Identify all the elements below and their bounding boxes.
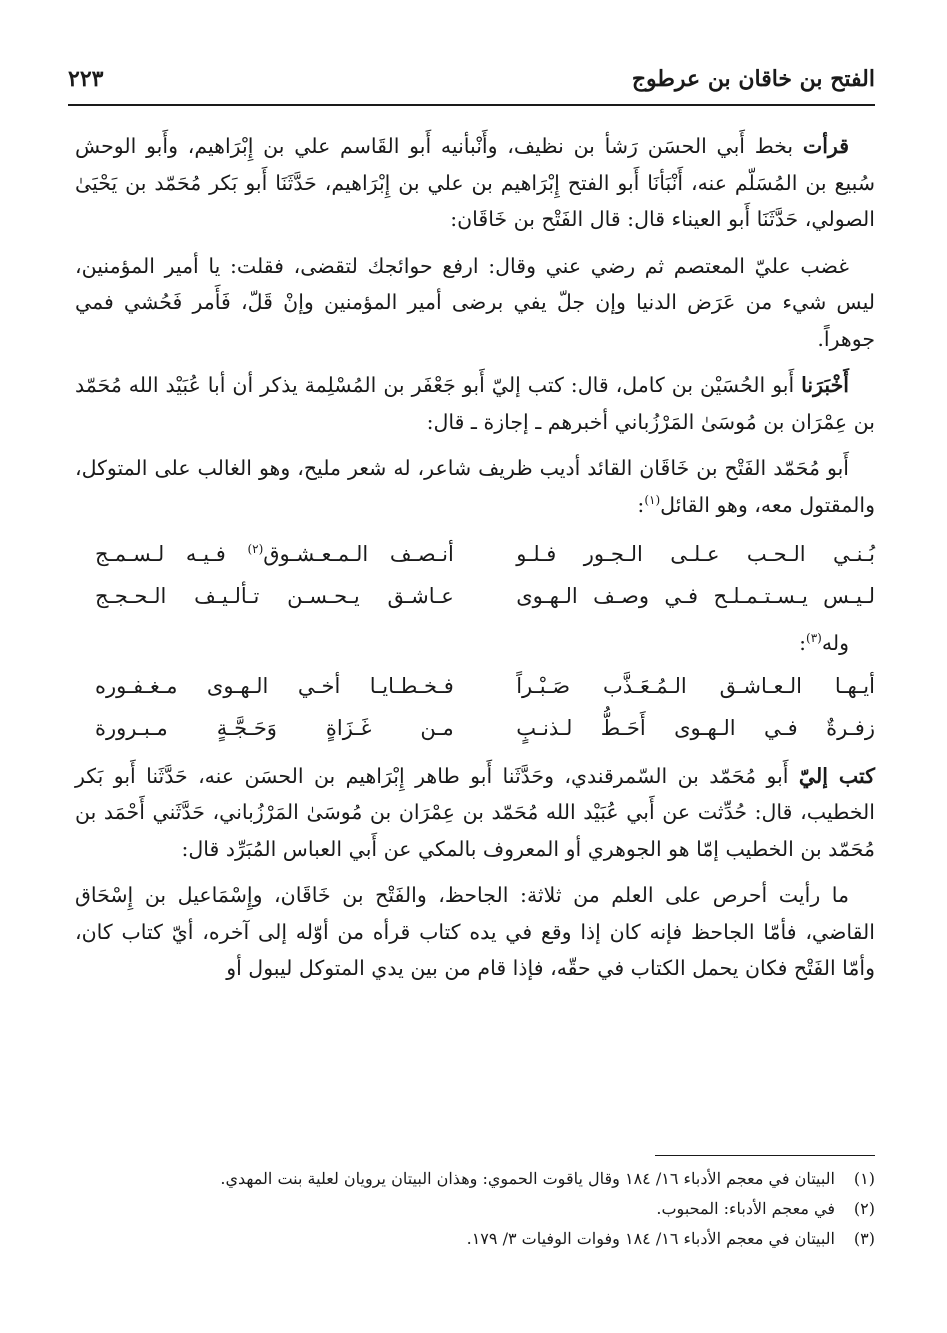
footnote-number: (٣) (853, 1229, 875, 1248)
hemistich-text: أنـصـف الـمـعـشـوق (263, 541, 454, 566)
footnote-item (75, 1224, 875, 1254)
footnote-ref[interactable]: (٣) (806, 631, 822, 645)
verse-line (95, 533, 875, 575)
footnote-item (75, 1194, 875, 1224)
intro-text: وله (821, 631, 849, 655)
verse-second-hemistich: عـاشـق يـحـسـن تـألـيـف الـحـجـج (95, 583, 454, 608)
verse-second-hemistich: مـن غَـزَاةٍ وَحَـجَّـةٍ مـبـرورة (95, 716, 454, 741)
paragraph-text: ما رأيت أحرص على العلم من ثلاثة: الجاحظ، والفَتْح بن خَاقَان، وإِسْمَاعيل بن إِسْحَاق القاضي، فأمّا الجاحظ فإنه كان إذا وقع في يده كتاب قرأه من أوّله إلى آخره، أيّ كتاب كان، وأمّا الفَتْح فكان يحمل الكتاب في حقّه، فإذا قام من بين يدي المتوكل ليبول أو (75, 883, 875, 980)
paragraph-tail: : (637, 492, 645, 517)
verse-first-hemistich: أيـهـا الـعـاشـق الـمُـعَـذَّب صَـبْـراً (516, 674, 875, 699)
paragraph-text: غضب عليّ المعتصم ثم رضي عني وقال: ارفع حوائجك لتقضى، فقلت: يا أمير المؤمنين، ليس شيء من عَرَض الدنيا وإن جلّ يفي برضى أمير المؤمنين وإنْ قَلّ، فَأَمر فَحُشي فمي جوهراً. (75, 253, 875, 351)
verse-second-hemistich (95, 536, 454, 573)
paragraph-text: بخط أَبي الحسَن رَشأ بن نظيف، وأَنْبأنيه أَبو القَاسم علي بن إِبْرَاهيم، وأَبو الوحش سُبيع بن المُسَلّم عنه، أَنْبَأنَا أَبو الفتح إِبْرَاهيم بن علي بن إِبْرَاهيم، حَدَّثَنَا أَبو بَكر مُحَمّد بن يَحْيَىٰ الصولي، حَدَّثَنَا أَبو العيناء قال: قال الفَتْح بن خَاقَان: (75, 134, 875, 231)
footnote-number: (٢) (853, 1199, 875, 1218)
paragraph-lead: كتب إليّ (798, 763, 875, 788)
paragraph-lead: أَخْبَرَنا (801, 373, 849, 397)
poem-2-intro (75, 625, 875, 662)
verse-second-hemistich: فـخـطـايـا أخـي الـهـوى مـغـفـوره (95, 674, 454, 699)
poem-2 (75, 666, 875, 750)
footnote-item (75, 1164, 875, 1194)
paragraph-text: أَبو مُحَمّد الفَتْح بن خَاقَان القائد أديب ظريف شاعر، له شعر مليح، وهو الغالب على المتوكل، والمقتول معه، وهو القائل (75, 456, 875, 517)
footnote-ref[interactable]: (١) (644, 492, 661, 507)
footnote-divider (655, 1155, 875, 1156)
paragraph-3 (75, 367, 875, 440)
paragraph-1 (75, 128, 875, 238)
footnote-ref[interactable]: (٢) (247, 541, 264, 556)
footnotes (75, 1164, 875, 1254)
hemistich-text: فـيـه لـسـمـج (95, 541, 248, 566)
poem-1 (75, 533, 875, 617)
verse-first-hemistich: بُـنـي الـحـب عـلـى الـجـور فـلـو (516, 541, 875, 566)
page-header (68, 56, 875, 102)
header-divider (68, 104, 875, 106)
paragraph-text: أَبو مُحَمّد بن السّمرقندي، وحَدَّثَنا أَبو طاهر إِبْرَاهيم بن الحسَن عنه، حَدَّثَنا أَبو بَكر الخطيب، قال: حُدِّثت عن أَبي عُبَيْد الله مُحَمّد بن عِمْرَان بن مُوسَىٰ المَرْزُباني، حَدَّثَني أَحْمَد بن مُحَمّد بن الخطيب إمّا هو الجوهري أو المعروف بالمكي عن أَبي العباس المُبَرِّد قال: (75, 763, 875, 861)
footnote-text: البيتان في معجم الأدباء ١٦/ ١٨٤ وقال ياقوت الحموي: وهذان البيتان يرويان لعلية بنت المهدي. (220, 1169, 835, 1188)
verse-line (95, 666, 875, 708)
footnote-number: (١) (853, 1169, 875, 1188)
paragraph-lead: قرأت (802, 134, 849, 158)
page-number: ٢٢٣ (68, 66, 104, 92)
paragraph-5 (75, 758, 875, 868)
verse-first-hemistich: زفـرةٌ فـي الـهـوى أَحَـطُّ لـذنـبٍ (516, 716, 875, 741)
page-body (75, 128, 875, 997)
footnote-text: في معجم الأدباء: المحبوب. (656, 1199, 835, 1218)
intro-tail: : (799, 631, 807, 655)
verse-first-hemistich: لـيـس يـسـتـمـلـح فـي وصـف الـهـوى (516, 583, 875, 608)
footnote-text: البيتان في معجم الأدباء ١٦/ ١٨٤ وفوات الوفيات ٣/ ١٧٩. (466, 1229, 835, 1248)
verse-line (95, 575, 875, 617)
paragraph-text: أَبو الحُسَيْن بن كامل، قال: كتب إليّ أَبو جَعْفَر بن المُسْلِمة يذكر أن أبا عُبَيْد الله مُحَمّد بن عِمْرَان بن مُوسَىٰ المَرْزُباني أخبرهم ـ إجازة ـ قال: (75, 373, 875, 434)
paragraph-6 (75, 877, 875, 987)
running-title: الفتح بن خاقان بن عرطوج (631, 66, 875, 92)
paragraph-4 (75, 450, 875, 523)
verse-line (95, 708, 875, 750)
paragraph-2 (75, 248, 875, 358)
